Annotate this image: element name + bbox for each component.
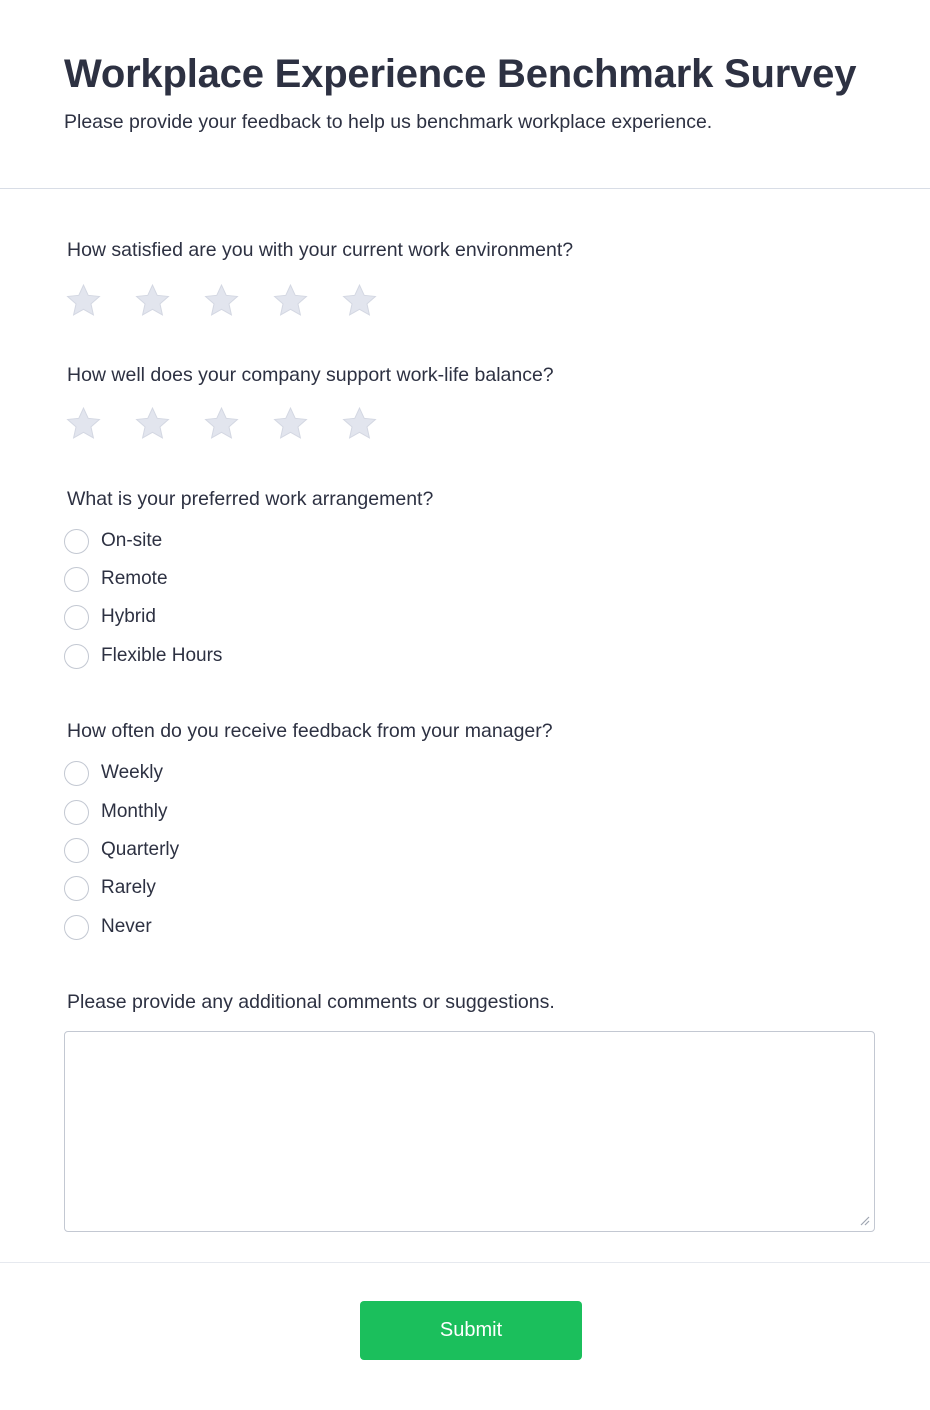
option-label: Never: [101, 916, 152, 937]
star-icon[interactable]: [133, 281, 172, 320]
footer-divider: [0, 1262, 930, 1263]
question-label: How often do you receive feedback from your manager?: [67, 720, 553, 742]
radio-option-on-site[interactable]: [64, 528, 162, 554]
question-label: Please provide any additional comments or suggestions.: [67, 991, 555, 1013]
radio-button[interactable]: [64, 567, 89, 592]
star-icon[interactable]: [271, 281, 310, 320]
option-label: Remote: [101, 568, 168, 589]
radio-option-flexible-hours[interactable]: [64, 643, 222, 669]
radio-option-rarely[interactable]: [64, 875, 156, 901]
resize-handle-icon[interactable]: [857, 1213, 871, 1227]
radio-button[interactable]: [64, 876, 89, 901]
radio-button[interactable]: [64, 800, 89, 825]
star-icon[interactable]: [64, 404, 103, 443]
radio-button[interactable]: [64, 529, 89, 554]
page-title: Workplace Experience Benchmark Survey: [64, 52, 857, 96]
question-label: How well does your company support work-life balance?: [67, 364, 554, 386]
option-label: Rarely: [101, 877, 156, 898]
page-subtitle: Please provide your feedback to help us benchmark workplace experience.: [64, 111, 713, 133]
radio-button[interactable]: [64, 915, 89, 940]
option-label: On-site: [101, 530, 163, 551]
star-icon[interactable]: [340, 404, 379, 443]
survey-header: [0, 0, 930, 189]
question-label: How satisfied are you with your current work environment?: [67, 239, 574, 261]
radio-option-hybrid[interactable]: [64, 604, 156, 630]
radio-button[interactable]: [64, 838, 89, 863]
submit-button[interactable]: Submit: [360, 1301, 582, 1360]
radio-option-weekly[interactable]: [64, 760, 163, 786]
radio-button[interactable]: [64, 644, 89, 669]
option-label: Hybrid: [101, 606, 156, 627]
option-label: Flexible Hours: [101, 645, 223, 666]
star-icon[interactable]: [271, 404, 310, 443]
radio-option-remote[interactable]: [64, 566, 168, 592]
star-rating-q2: [64, 404, 379, 443]
option-label: Weekly: [101, 762, 163, 783]
star-icon[interactable]: [202, 404, 241, 443]
star-icon[interactable]: [64, 281, 103, 320]
question-label: What is your preferred work arrangement?: [67, 488, 434, 510]
radio-button[interactable]: [64, 605, 89, 630]
radio-option-never[interactable]: [64, 914, 152, 940]
star-icon[interactable]: [202, 281, 241, 320]
star-icon[interactable]: [340, 281, 379, 320]
radio-button[interactable]: [64, 761, 89, 786]
radio-option-monthly[interactable]: [64, 799, 168, 825]
star-rating-q1: [64, 281, 379, 320]
option-label: Monthly: [101, 801, 168, 822]
comments-textarea[interactable]: [64, 1031, 875, 1232]
radio-option-quarterly[interactable]: [64, 837, 179, 863]
star-icon[interactable]: [133, 404, 172, 443]
option-label: Quarterly: [101, 839, 180, 860]
